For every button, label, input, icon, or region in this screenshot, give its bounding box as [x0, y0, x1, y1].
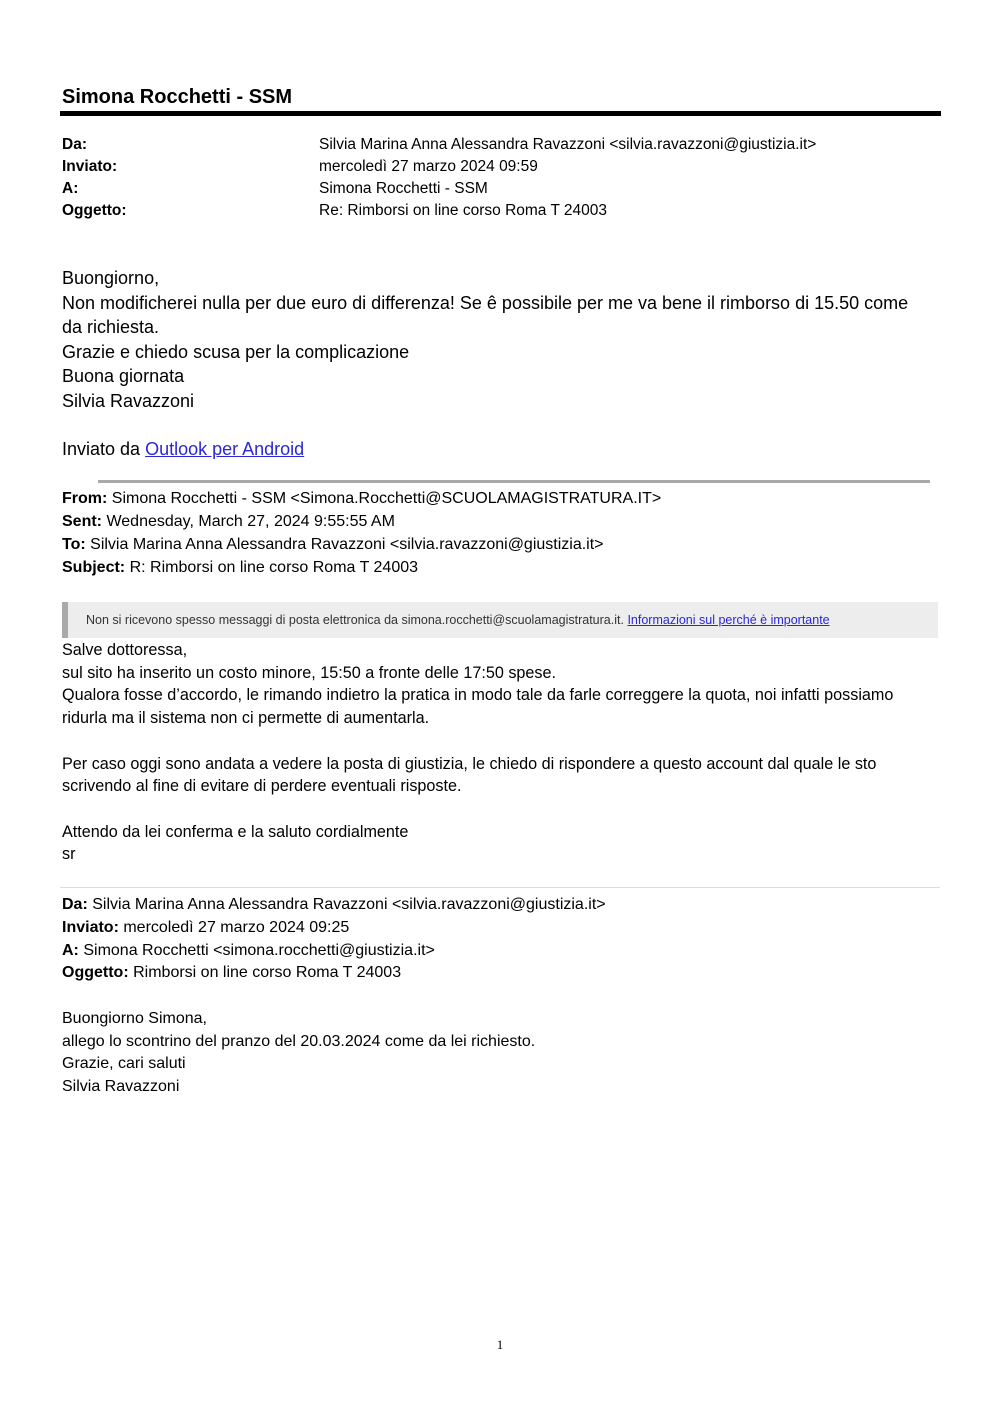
message-line: allego lo scontrino del pranzo del 20.03.2024 come da lei richiesto. — [62, 1032, 536, 1050]
fwd2-subject-value: Rimborsi on line corso Roma T 24003 — [133, 964, 402, 981]
message-body-original — [62, 1008, 535, 1099]
message-line: Salve dottoressa, — [62, 641, 188, 659]
header-to-value: Simona Rocchetti - SSM — [319, 180, 488, 197]
reply-separator — [98, 480, 930, 483]
fwd2-sent-value: mercoledì 27 marzo 2024 09:25 — [123, 919, 350, 936]
message-body-reply — [62, 266, 932, 414]
fwd2-from-label: Da: — [62, 896, 88, 913]
document-title: Simona Rocchetti - SSM — [62, 86, 293, 108]
fwd1-subject-value: R: Rimborsi on line corso Roma T 24003 — [129, 559, 419, 576]
fwd1-from-label: From: — [62, 490, 108, 507]
message-line: Silvia Ravazzoni — [62, 390, 195, 411]
fwd2-from-row — [62, 894, 606, 917]
message-line: Grazie, cari saluti — [62, 1055, 186, 1073]
fwd2-to-value: Simona Rocchetti <simona.rocchetti@giustizia.it> — [83, 942, 435, 959]
header-subject-value: Re: Rimborsi on line corso Roma T 24003 — [319, 202, 608, 219]
fwd1-sent-row — [62, 511, 395, 534]
why-important-link[interactable]: Informazioni sul perché è importante — [627, 613, 830, 627]
fwd2-sent-row — [62, 917, 349, 940]
fwd1-to-row — [62, 534, 604, 557]
outlook-android-link[interactable]: Outlook per Android — [145, 439, 305, 459]
page-number: 1 — [496, 1337, 504, 1352]
message-line: sr — [62, 845, 76, 864]
message-paragraph: Per caso oggi sono andata a vedere la posta di giustizia, le chiedo di rispondere a questo account dal quale le sto scrivendo al fine di evitare di perdere eventuali risposte. — [62, 754, 877, 796]
external-sender-banner — [62, 602, 938, 638]
banner-text: Non si ricevono spesso messaggi di posta elettronica da simona.rocchetti@scuolamagistratura.it. — [86, 613, 624, 627]
paragraph-gap — [62, 730, 942, 753]
fwd1-from-value: Simona Rocchetti - SSM <Simona.Rocchetti@SCUOLAMAGISTRATURA.IT> — [111, 490, 662, 507]
message-line: Grazie e chiedo scusa per la complicazione — [62, 341, 410, 362]
header-to-label: A: — [62, 180, 79, 197]
paragraph-gap — [62, 798, 942, 821]
message-line: Attendo da lei conferma e la saluto cordialmente — [62, 822, 409, 841]
fwd2-from-value: Silvia Marina Anna Alessandra Ravazzoni <silvia.ravazzoni@giustizia.it> — [92, 896, 606, 913]
header-sent-value: mercoledì 27 marzo 2024 09:59 — [319, 158, 538, 175]
fwd1-to-label: To: — [62, 536, 86, 553]
forward-separator — [60, 887, 940, 888]
fwd2-subject-row — [62, 962, 401, 985]
fwd1-to-value: Silvia Marina Anna Alessandra Ravazzoni <silvia.ravazzoni@giustizia.it> — [90, 536, 604, 553]
message-line: Qualora fosse d’accordo, le rimando indietro la pratica in modo tale da farle correggere la quota, noi infatti possiamo ridurla ma il sistema non ci permette di aumentarla. — [62, 686, 894, 728]
fwd1-from-row — [62, 488, 661, 511]
message-line: Buongiorno, — [62, 268, 160, 288]
title-divider — [60, 111, 941, 116]
fwd1-subject-row — [62, 557, 418, 580]
message-line: Silvia Ravazzoni — [62, 1078, 180, 1096]
fwd2-sent-label: Inviato: — [62, 919, 119, 936]
fwd2-to-label: A: — [62, 942, 79, 959]
fwd2-to-row — [62, 940, 435, 963]
header-from-value: Silvia Marina Anna Alessandra Ravazzoni <silvia.ravazzoni@giustizia.it> — [319, 136, 817, 153]
sent-from-signature — [62, 439, 304, 460]
message-line: Buona giornata — [62, 366, 185, 387]
sent-from-prefix: Inviato da — [62, 439, 141, 459]
fwd2-subject-label: Oggetto: — [62, 964, 129, 981]
message-line: Non modificherei nulla per due euro di differenza! Se ê possibile per me va bene il rimborso di 15.50 come da richiesta. — [62, 292, 909, 338]
banner-text-row — [86, 613, 830, 627]
message-line: Buongiorno Simona, — [62, 1010, 207, 1027]
message-line: sul sito ha inserito un costo minore, 15:50 a fronte delle 17:50 spese. — [62, 663, 557, 682]
fwd1-sent-value: Wednesday, March 27, 2024 9:55:55 AM — [106, 513, 395, 530]
fwd1-sent-label: Sent: — [62, 513, 102, 530]
message-body-forward1 — [62, 639, 942, 866]
header-from-label: Da: — [62, 136, 87, 153]
header-sent-label: Inviato: — [62, 158, 118, 175]
fwd1-subject-label: Subject: — [62, 559, 126, 576]
header-subject-label: Oggetto: — [62, 202, 127, 219]
